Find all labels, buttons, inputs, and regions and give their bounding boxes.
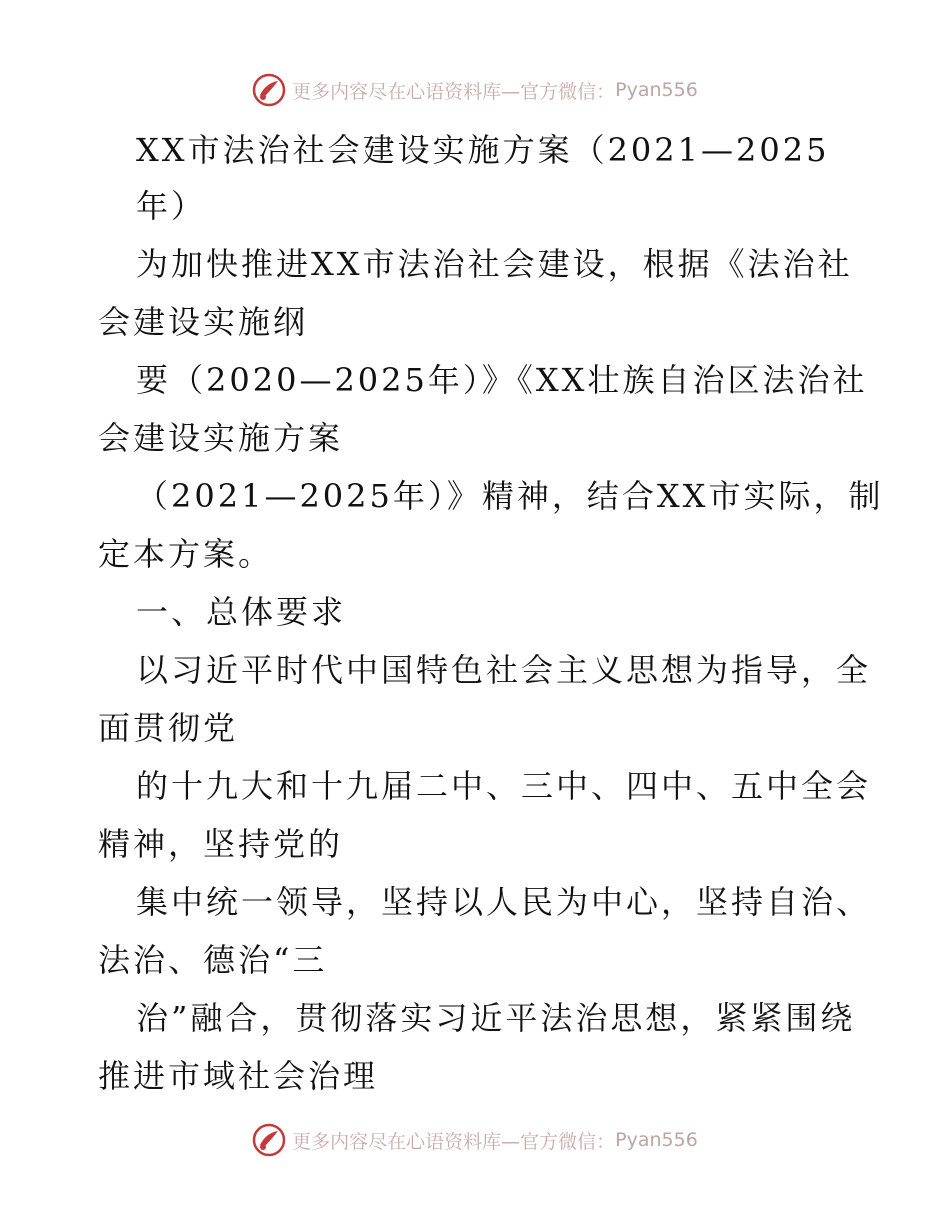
paragraph-line: 治”融合，贯彻落实习近平法治思想，紧紧围绕 [136, 999, 856, 1037]
watermark-contact: Pyan556 [615, 1129, 698, 1151]
header-watermark [0, 70, 950, 110]
paragraph-line: 法治、德治“三 [98, 941, 328, 979]
paragraph-line: 精神，坚持党的 [98, 825, 344, 863]
paragraph-line: 要（2020—2025年）》《XX壮族自治区法治社 [136, 361, 868, 399]
footer-watermark [0, 1120, 950, 1160]
paragraph-line: 面贯彻党 [98, 709, 239, 747]
paragraph-line: 以习近平时代中国特色社会主义思想为指导，全 [136, 651, 872, 689]
paragraph-line: 会建设实施方案 [98, 419, 344, 457]
watermark-text: 更多内容尽在心语资料库—官方微信： [292, 1130, 616, 1153]
watermark-contact: Pyan556 [615, 79, 698, 101]
paragraph-line: （2021—2025年）》精神，结合XX市实际，制 [136, 477, 884, 515]
watermark-logo-icon [252, 1123, 286, 1157]
doc-title-line-1: XX市法治社会建设实施方案（2021—2025 [136, 131, 830, 169]
paragraph-line: 的十九大和十九届二中、三中、四中、五中全会 [136, 767, 872, 805]
watermark-text: 更多内容尽在心语资料库—官方微信： [292, 80, 616, 103]
section-heading: 一、总体要求 [136, 593, 347, 631]
paragraph-line: 推进市域社会治理 [98, 1057, 379, 1095]
paragraph-line: 会建设实施纲 [98, 303, 309, 341]
paragraph-line: 定本方案。 [98, 535, 274, 573]
watermark-logo-icon [252, 73, 286, 107]
paragraph-line: 集中统一领导，坚持以人民为中心，坚持自治、 [136, 883, 872, 921]
doc-title-line-2: 年） [136, 187, 207, 225]
paragraph-line: 为加快推进XX市法治社会建设，根据《法治社 [136, 245, 853, 283]
